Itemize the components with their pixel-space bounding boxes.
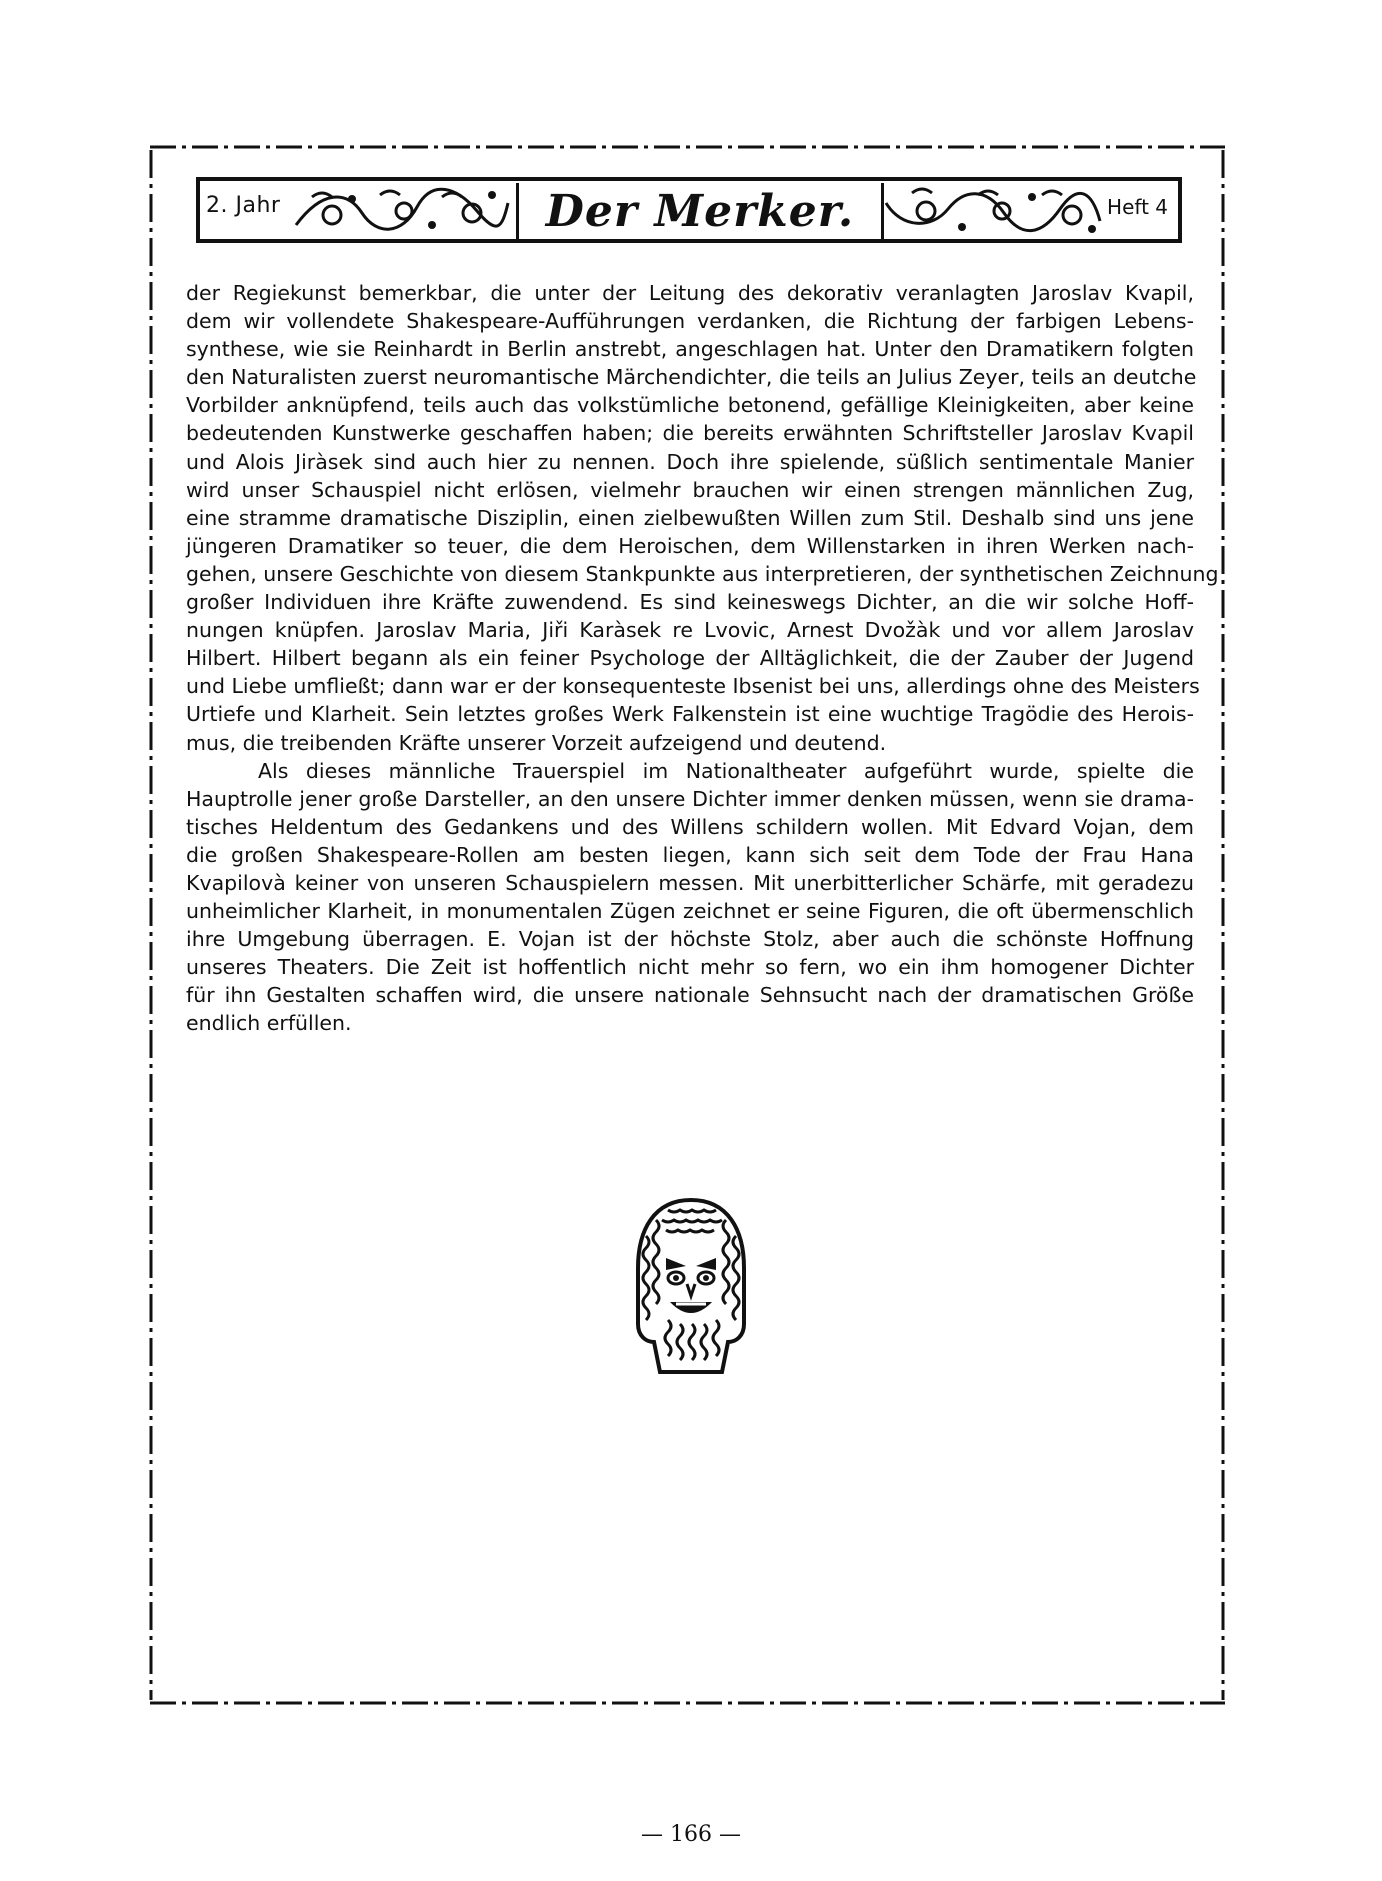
text-line: unheimlicher Klarheit, in monumentalen Zügen zeichnet er seine Figuren, die oft übermenschlich [186, 899, 1194, 924]
text-line: eine stramme dramatische Disziplin, einen zielbewußten Willen zum Stil. Deshalb sind uns jene [186, 505, 1194, 530]
text-line: endlich erfüllen. [186, 1011, 352, 1036]
text-line: wird unser Schauspiel nicht erlösen, vielmehr brauchen wir einen strengen männlichen Zug, [186, 477, 1194, 502]
issue-number: Heft 4 [1107, 195, 1168, 219]
right-border-ornament [1218, 150, 1228, 1700]
top-border-ornament [150, 142, 1225, 152]
theatre-mask-icon [632, 1196, 750, 1376]
text-line: mus, die treibenden Kräfte unserer Vorzeit aufzeigend und deutend. [186, 730, 887, 755]
text-line: gehen, unsere Geschichte von diesem Stankpunkte aus interpretieren, der synthetischen Zeichnung [186, 561, 1219, 586]
text-line: Vorbilder anknüpfend, teils auch das volkstümliche betonend, gefällige Kleinigkeiten, aber keine [186, 393, 1194, 418]
text-line: tisches Heldentum des Gedankens und des Willens schildern wollen. Mit Edvard Vojan, dem [186, 814, 1194, 839]
text-line: jüngeren Dramatiker so teuer, die dem Heroischen, dem Willenstarken in ihren Werken nach- [186, 533, 1194, 558]
text-line: großer Individuen ihre Kräfte zuwendend. Es sind keineswegs Dichter, an die wir solche Hoff- [186, 590, 1194, 615]
text-line: Kvapilovà keiner von unseren Schauspielern messen. Mit unerbitterlicher Schärfe, mit geradezu [186, 870, 1194, 895]
text-line: die großen Shakespeare-Rollen am besten liegen, kann sich seit dem Tode der Frau Hana [186, 842, 1194, 867]
text-line: Hilbert. Hilbert begann als ein feiner Psychologe der Alltäglichkeit, die der Zauber der Jugend [186, 646, 1194, 671]
text-line: synthese, wie sie Reinhardt in Berlin anstrebt, angeschlagen hat. Unter den Dramatikern folgten [186, 337, 1194, 362]
masthead-title-panel [516, 183, 884, 239]
article-body [186, 279, 1219, 1038]
journal-title: Der Merker. [545, 185, 855, 237]
left-border-ornament [146, 150, 156, 1700]
text-line: dem wir vollendete Shakespeare-Aufführungen verdanken, die Richtung der farbigen Lebens- [186, 309, 1194, 334]
text-line: und Liebe umfließt; dann war er der konsequenteste Ibsenist bei uns, allerdings ohne des Meisters [186, 674, 1200, 699]
text-line: Urtiefe und Klarheit. Sein letztes großes Werk Falkenstein ist eine wuchtige Tragödie des Herois- [186, 702, 1194, 727]
vine-scroll-ornament-left-icon [292, 185, 512, 237]
bottom-border-ornament [150, 1698, 1225, 1708]
text-line: und Alois Jiràsek sind auch hier zu nennen. Doch ihre spielende, süßlich sentimentale Manier [186, 449, 1194, 474]
text-line: für ihn Gestalten schaffen wird, die unsere nationale Sehnsucht nach der dramatischen Größe [186, 983, 1194, 1008]
text-line: den Naturalisten zuerst neuromantische Märchendichter, die teils an Julius Zeyer, teils an deutche [186, 365, 1197, 390]
volume-year: 2. Jahr [206, 193, 281, 218]
masthead [196, 177, 1182, 243]
text-line: bedeutenden Kunstwerke geschaffen haben; die bereits erwähnten Schriftsteller Jaroslav Kvapil [186, 421, 1194, 446]
page-number: — 166 — [641, 1822, 741, 1847]
text-line: Hauptrolle jener große Darsteller, an den unsere Dichter immer denken müssen, wenn sie drama- [186, 786, 1194, 811]
text-line: unseres Theaters. Die Zeit ist hoffentlich nicht mehr so fern, wo ein ihm homogener Dichter [186, 955, 1194, 980]
text-line: nungen knüpfen. Jaroslav Maria, Jiři Karàsek re Lvovic, Arnest Dvožàk und vor allem Jaroslav [186, 618, 1194, 643]
text-line-paragraph-start: Als dieses männliche Trauerspiel im Nationaltheater aufgeführt wurde, spielte die [258, 758, 1194, 783]
text-line: ihre Umgebung überragen. E. Vojan ist der höchste Stolz, aber auch die schönste Hoffnung [186, 927, 1194, 952]
vine-scroll-ornament-right-icon [882, 185, 1104, 237]
text-line: der Regiekunst bemerkbar, die unter der Leitung des dekorativ veranlagten Jaroslav Kvapil, [186, 281, 1194, 305]
